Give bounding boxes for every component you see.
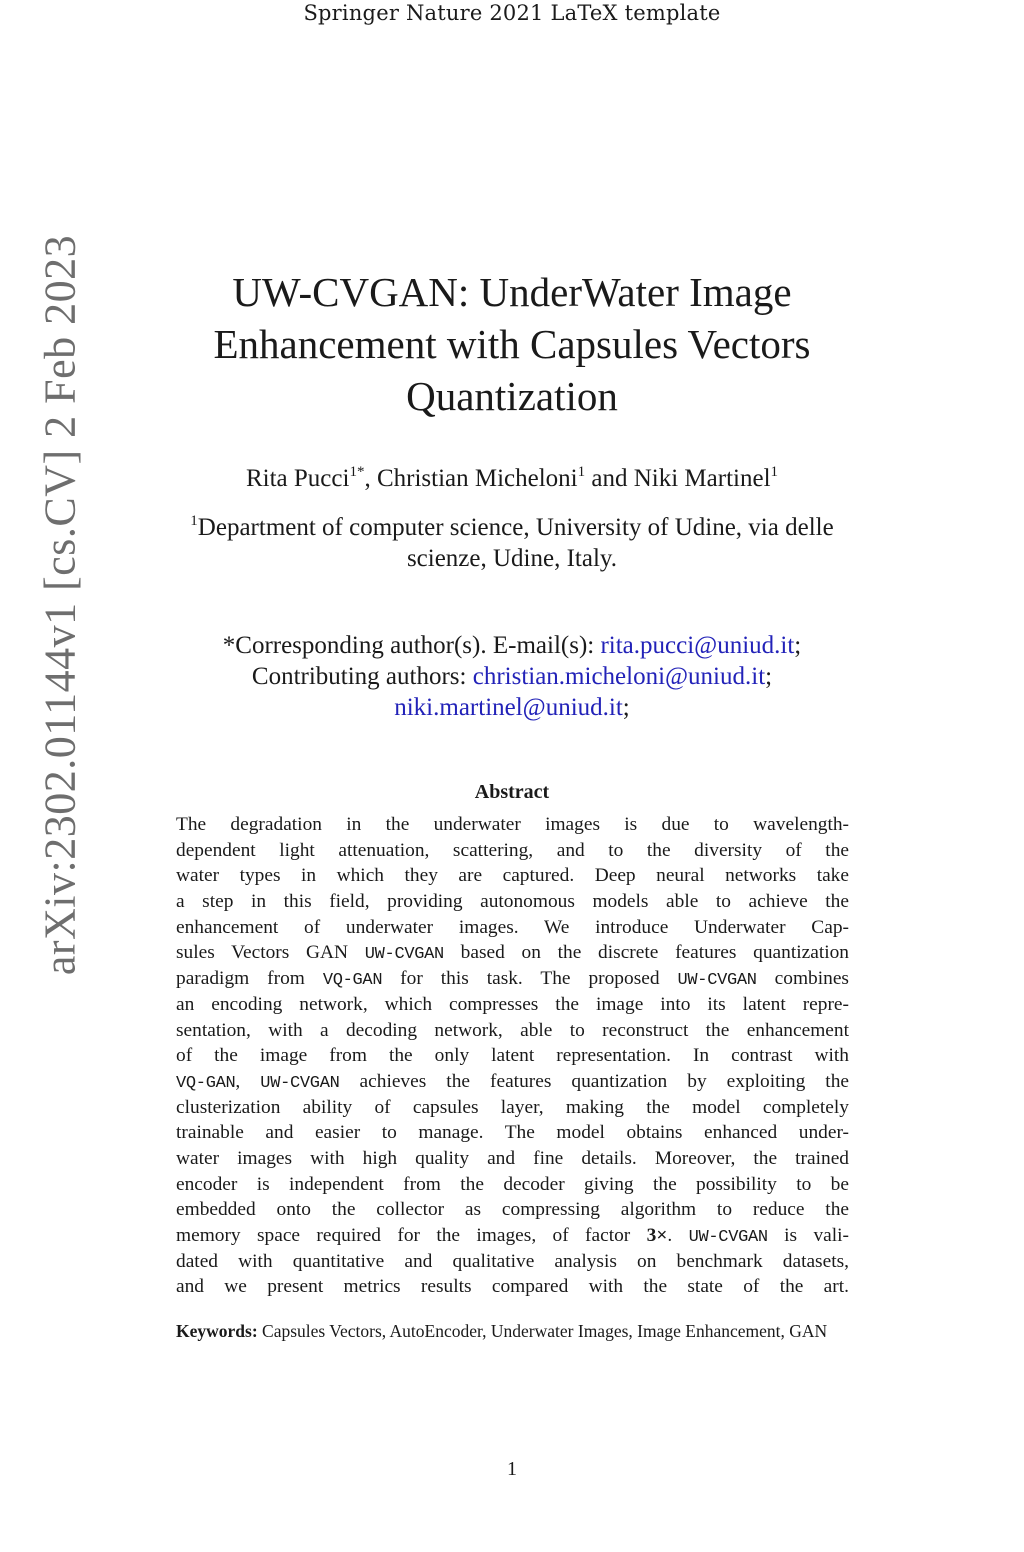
author-mark: 1: [577, 464, 586, 480]
bold-term: 3×: [646, 1225, 668, 1246]
page-number: 1: [507, 1458, 517, 1480]
contributing-label: Contributing authors:: [251, 663, 467, 690]
author-conjunction: and: [591, 465, 628, 492]
abstract-line: memory space required for the images, of factor 3×. UW-CVGAN is vali-: [176, 1225, 850, 1247]
code-term: UW-CVGAN: [260, 1073, 340, 1093]
author-mark: 1: [770, 464, 779, 480]
affiliation-line: scienze, Udine, Italy.: [406, 545, 618, 572]
running-header-pre: Springer Nature 2021: [303, 1, 544, 25]
corresponding-label: *Corresponding author(s). E-mail(s):: [222, 632, 595, 659]
contributing-email-link[interactable]: niki.martinel@uniud.it: [394, 694, 623, 721]
affiliation: [150, 512, 874, 574]
abstract-heading: Abstract: [474, 781, 550, 803]
abstract-line: encoder is independent from the decoder giving the possibility to be: [176, 1173, 849, 1195]
author-name: Niki Martinel: [633, 465, 771, 492]
author-separator: ,: [364, 465, 377, 492]
code-term: UW-CVGAN: [364, 945, 444, 965]
keywords-text: Capsules Vectors, AutoEncoder, Underwater Images, Image Enhancement, GAN: [262, 1321, 828, 1341]
latex-logo: LaTeX: [550, 1, 618, 25]
abstract-line: water images with high quality and fine details. Moreover, the trained: [176, 1147, 849, 1169]
abstract-line: embedded onto the collector as compressing algorithm to reduce the: [176, 1199, 849, 1221]
title-line: Quantization: [406, 373, 618, 419]
code-term: VQ-GAN: [176, 1073, 236, 1093]
contact-block: *Corresponding author(s). E-mail(s): rita.pucci@uniud.it; Contributing authors: christian.micheloni@uniud.it; niki.martinel@uniud.it;: [222, 632, 802, 721]
abstract-line: a step in this field, providing autonomous models able to achieve the: [176, 891, 849, 913]
abstract-line: and we present metrics results compared with the state of the art.: [176, 1276, 849, 1298]
title-line: UW-CVGAN: UnderWater Image: [232, 269, 792, 315]
author-list: [100, 462, 924, 496]
keywords-label: Keywords:: [176, 1321, 258, 1341]
author-mark: 1*: [349, 464, 365, 480]
author-name: Rita Pucci: [245, 465, 350, 492]
abstract-line: clusterization ability of capsules layer, making the model completely: [176, 1096, 849, 1118]
abstract-line: enhancement of underwater images. We introduce Underwater Cap-: [176, 916, 849, 938]
paper-title: [150, 266, 874, 422]
arxiv-identifier[interactable]: arXiv:2302.01144v1 [cs.CV] 2 Feb 2023: [35, 234, 85, 976]
abstract-line: sules Vectors GAN UW-CVGAN based on the discrete features quantization: [176, 942, 849, 965]
abstract-line: VQ-GAN, UW-CVGAN achieves the features quantization by exploiting the: [176, 1070, 849, 1093]
abstract-line: dated with quantitative and qualitative analysis on benchmark datasets,: [176, 1250, 849, 1272]
abstract-body: [176, 812, 849, 1300]
abstract-line: paradigm from VQ-GAN for this task. The proposed UW-CVGAN combines: [176, 968, 849, 991]
keywords-block: [176, 1320, 849, 1342]
author-name: Christian Micheloni: [376, 465, 578, 492]
affiliation-mark: 1: [190, 513, 198, 529]
code-term: UW-CVGAN: [677, 971, 757, 991]
abstract-line: of the image from the only latent representation. In contrast with: [176, 1045, 849, 1067]
title-line: Enhancement with Capsules Vectors: [213, 321, 811, 367]
abstract-line: The degradation in the underwater images is due to wavelength-: [176, 814, 849, 835]
abstract-line: sentation, with a decoding network, able to reconstruct the enhancement: [176, 1019, 849, 1041]
code-term: UW-CVGAN: [688, 1228, 768, 1247]
contributing-email-link[interactable]: christian.micheloni@uniud.it: [472, 663, 766, 690]
corresponding-email-link[interactable]: rita.pucci@uniud.it: [600, 632, 795, 659]
abstract-line: dependent light attenuation, scattering, and to the diversity of the: [176, 839, 849, 861]
abstract-line: water types in which they are captured. Deep neural networks take: [176, 865, 849, 887]
abstract-line: an encoding network, which compresses the image into its latent repre-: [176, 993, 849, 1015]
abstract-line: trainable and easier to manage. The model obtains enhanced under-: [176, 1122, 849, 1144]
affiliation-line: Department of computer science, University of Udine, via delle: [197, 514, 834, 541]
running-header: [0, 0, 1024, 26]
running-header-post: template: [624, 1, 721, 25]
code-term: VQ-GAN: [322, 971, 383, 991]
